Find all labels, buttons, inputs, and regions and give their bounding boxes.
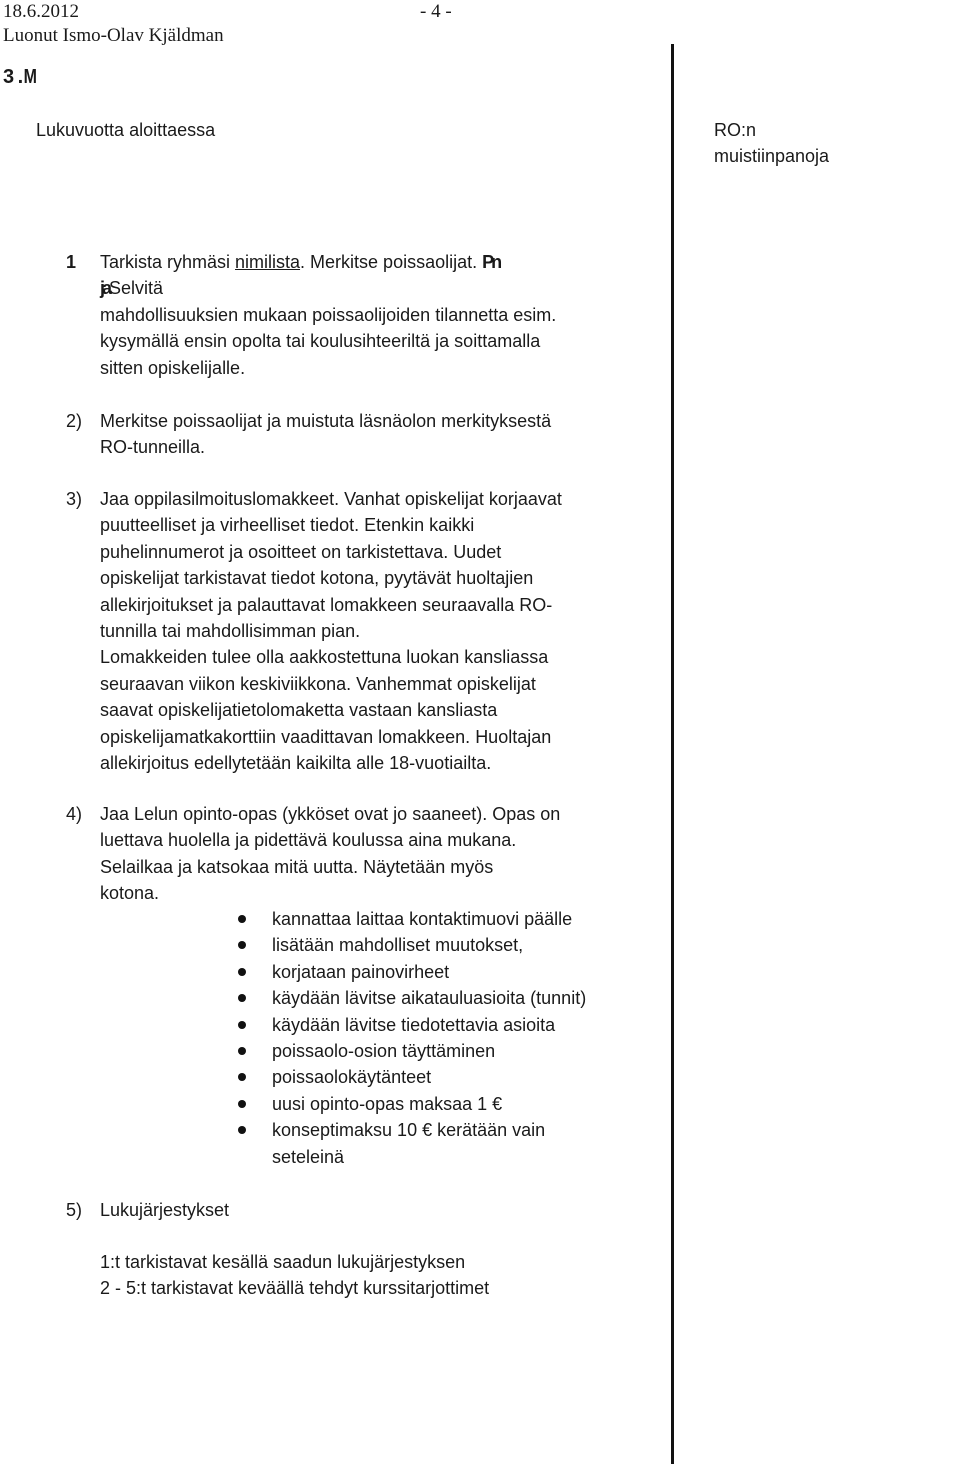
list-item-text: poissaolo-osion täyttäminen xyxy=(272,1041,496,1062)
item-3-line: puutteelliset ja virheelliset tiedot. Etenkin kaikki xyxy=(100,515,475,536)
item-2-number: 2) xyxy=(66,411,83,431)
item-5-line: 2 - 5:t tarkistavat keväällä tehdyt kurssitarjottimet xyxy=(100,1278,490,1299)
item-4-text xyxy=(100,801,660,907)
item-4-line: Selailkaa ja katsokaa mitä uutta. Näytetään myös xyxy=(100,856,494,877)
list-item xyxy=(232,906,586,932)
list-item-text: käydään lävitse aikatauluasioita (tunnit) xyxy=(272,988,587,1009)
opinto-opas-bullet-list xyxy=(232,906,586,1170)
item-1-number: 1 xyxy=(66,252,76,272)
item-5-number: 5) xyxy=(66,1200,83,1220)
item-3-line: puhelinnumerot ja osoitteet on tarkistettava. Uudet xyxy=(100,541,502,562)
item-3-line: tunnilla tai mahdollisimman pian. xyxy=(100,621,361,642)
item-4-number: 4) xyxy=(66,804,83,824)
item-3-line: Jaa oppilasilmoituslomakkeet. Vanhat opiskelijat korjaavat xyxy=(100,489,562,509)
item-3-line: opiskelijamatkakorttiin vaadittavan lomakkeen. Huoltajan xyxy=(100,726,552,747)
bullet-icon xyxy=(238,1100,246,1108)
item-5-title: Lukujärjestykset xyxy=(100,1200,230,1220)
list-item-text: kannattaa laittaa kontaktimuovi päälle xyxy=(272,909,573,929)
document-author: Luonut Ismo-Olav Kjäldman xyxy=(3,25,224,46)
section-glyph: M xyxy=(23,66,37,88)
list-item xyxy=(232,1038,586,1064)
item-1-line: sitten opiskelijalle. xyxy=(100,357,246,378)
bullet-icon xyxy=(238,968,246,976)
list-item-continuation xyxy=(232,1144,586,1170)
list-item-text: seteleinä xyxy=(272,1146,345,1167)
item-3-line: saavat opiskelijatietolomaketta vastaan kansliasta xyxy=(100,700,498,721)
item-3-line: allekirjoitukset ja palauttavat lomakkeen seuraavalla RO- xyxy=(100,594,553,615)
column-divider xyxy=(671,44,674,1464)
list-item xyxy=(232,959,586,985)
bullet-icon xyxy=(238,915,246,923)
item-4-line: kotona. xyxy=(100,883,160,904)
item-5-line: 1:t tarkistavat kesällä saadun lukujärjestyksen xyxy=(100,1252,466,1272)
list-item-text: lisätään mahdolliset muutokset, xyxy=(272,935,524,956)
list-item xyxy=(232,1012,586,1038)
list-item xyxy=(232,932,586,958)
item-3-line: opiskelijat tarkistavat tiedot kotona, pyytävät huoltajien xyxy=(100,568,534,589)
bullet-icon xyxy=(238,994,246,1002)
bullet-icon xyxy=(238,1126,246,1134)
item-3-line: Lomakkeiden tulee olla aakkostettuna luokan kansliassa xyxy=(100,647,549,668)
list-item-text: poissaolokäytänteet xyxy=(272,1067,432,1088)
right-column-title-line1: RO:n xyxy=(714,120,757,140)
item-3-number: 3) xyxy=(66,489,83,509)
item-3-line: allekirjoitus edellytetään kaikilta alle 18-vuotiailta. xyxy=(100,753,492,774)
item-5-text xyxy=(100,1249,660,1302)
item-1-text-part: . Merkitse poissaolijat. xyxy=(300,252,483,272)
item-3-text xyxy=(100,486,660,776)
item-1-text-part: Tarkista ryhmäsi xyxy=(100,252,236,272)
overlap-glyph: ja xyxy=(100,278,110,299)
right-column-title-line2: muistiinpanoja xyxy=(714,146,830,166)
list-item-text: käydään lävitse tiedotettavia asioita xyxy=(272,1014,556,1035)
page-number: - 4 - xyxy=(420,1,452,22)
list-item xyxy=(232,1064,586,1090)
item-2-line: RO-tunneilla. xyxy=(100,437,206,458)
item-1-text-part: Selvitä xyxy=(109,278,164,299)
overlap-glyph: Pn xyxy=(482,252,500,272)
bullet-icon xyxy=(238,1021,246,1029)
item-1-line: mahdollisuuksien mukaan poissaolijoiden tilannetta esim. xyxy=(100,304,557,325)
list-item xyxy=(232,985,586,1011)
document-date: 18.6.2012 xyxy=(3,1,79,22)
bullet-icon xyxy=(238,1047,246,1055)
item-4-line: luettava huolella ja pidettävä koulussa aina mukana. xyxy=(100,830,517,851)
bullet-icon xyxy=(238,941,246,949)
list-item-text: korjataan painovirheet xyxy=(272,961,450,982)
item-4-line: Jaa Lelun opinto-opas (ykköset ovat jo saaneet). Opas on xyxy=(100,804,561,824)
item-2-text xyxy=(100,408,660,461)
list-item-text: uusi opinto-opas maksaa 1 € xyxy=(272,1093,503,1114)
nimilista-link[interactable]: nimilista xyxy=(235,252,301,272)
section-number: 3 . xyxy=(3,66,23,88)
section-heading xyxy=(3,66,38,89)
left-column-title: Lukuvuotta aloittaessa xyxy=(36,120,216,140)
list-item-text: konseptimaksu 10 € kerätään vain xyxy=(272,1120,546,1141)
item-1-line: kysymällä ensin opolta tai koulusihteeriltä ja soittamalla xyxy=(100,331,541,352)
item-3-line: seuraavan viikon keskiviikkona. Vanhemmat opiskelijat xyxy=(100,673,536,694)
item-1-text xyxy=(100,249,660,381)
item-2-line: Merkitse poissaolijat ja muistuta läsnäolon merkityksestä xyxy=(100,411,552,431)
bullet-icon xyxy=(238,1073,246,1081)
list-item xyxy=(232,1091,586,1117)
list-item xyxy=(232,1117,586,1143)
